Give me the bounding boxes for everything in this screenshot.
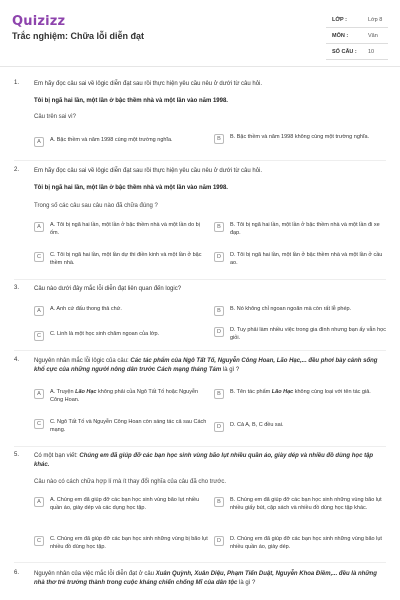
answer-option-b[interactable] (214, 388, 390, 399)
answer-option-a[interactable] (34, 305, 210, 316)
question-number: 6. (14, 570, 20, 576)
option-letter-box: B (214, 497, 224, 507)
option-text: C. Ngô Tất Tố và Nguyễn Công Hoan còn sáng tác cả sau Cách mạng. (50, 419, 207, 433)
header (0, 0, 400, 64)
option-text: B. Tôi bị ngã hai lần, một lần ở bậc thềm nhà và một lần đi xe đạp. (230, 222, 380, 236)
intro-plain: Nguyên nhân mắc lỗi lôgic của câu: (34, 358, 131, 364)
answer-option-b[interactable] (214, 221, 390, 237)
option-letter-box: B (214, 389, 224, 399)
question-intro: Câu nào dưới đây mắc lỗi diễn đạt liên quan đến logic? (34, 286, 182, 292)
option-letter-box: C (34, 419, 44, 429)
option-text: B. Nó không chỉ ngoan ngoãn mà còn rất lễ phép. (230, 306, 352, 312)
question-intro (34, 570, 384, 588)
option-letter-box: A (34, 137, 44, 147)
option-text: C. Chúng em đã giúp đỡ các bạn học sinh những vùng bị bão lụt nhiều đồ dùng học tập. (50, 536, 208, 550)
quoted-sentence: Chúng em đã giúp đỡ các bạn học sinh vùng bão lụt nhiều quần áo, giày dép và nhiều đồ dùng học tập khác. (34, 453, 374, 468)
quoted-sentence: Xuân Quỳnh, Xuân Diệu, Phạm Tiến Duật, Nguyễn Khoa Điềm,... đều là những nhà thơ trẻ trưởng thành trong cuộc kháng chiến chống Mĩ của dân tộc (34, 571, 377, 586)
option-text: D. Cả A, B, C đều sai. (230, 422, 284, 428)
meta-table (326, 12, 388, 60)
answer-option-d[interactable] (214, 326, 390, 342)
option-letter-box: B (214, 222, 224, 232)
answer-option-d[interactable] (214, 421, 390, 432)
intro-plain: Có một bạn viết: (34, 453, 80, 459)
option-letter-box: A (34, 306, 44, 316)
meta-row-count (326, 44, 388, 60)
option-letter-box: D (214, 422, 224, 432)
quizizz-logo: Quizizz (12, 14, 66, 29)
answer-option-c[interactable] (34, 330, 210, 341)
question-intro: Em hãy đọc câu sai về lôgic diễn đạt sau rồi thực hiện yêu cầu nêu ở dưới từ câu hỏi. (34, 168, 263, 174)
option-text: D. Tôi bị ngã hai lần, một lần ở bậc thềm nhà và một lần ở cầu ao. (230, 252, 383, 266)
quoted-sentence: Các tác phẩm của Ngô Tất Tố, Nguyễn Công Hoan, Lão Hạc,... đều phơi bày cảnh sống khổ cực của những người nông dân trước Cách mạng tháng Tám (34, 358, 378, 373)
meta-row-subject (326, 28, 388, 44)
question-number: 2. (14, 167, 20, 173)
option-letter-box: B (214, 306, 224, 316)
answer-option-b[interactable] (214, 133, 390, 144)
question-divider (14, 350, 386, 351)
answer-option-d[interactable] (214, 251, 390, 267)
question-intro (34, 452, 384, 470)
option-text: B. Chúng em đã giúp đỡ các bạn học sinh những vùng bão lụt nhiều giấy bút, cặp sách và nhiều đồ dùng học tập khác. (230, 497, 382, 511)
option-letter-box: D (214, 327, 224, 337)
option-letter-box: A (34, 222, 44, 232)
question-divider (14, 279, 386, 280)
meta-label: LỚP : (332, 17, 347, 23)
header-divider (0, 66, 400, 67)
question-prompt: Câu trên sai vì? (34, 114, 77, 120)
meta-label: SỐ CÂU : (332, 49, 357, 55)
answer-option-d[interactable] (214, 535, 390, 551)
intro-tail: là gì ? (221, 367, 240, 373)
option-letter-box: A (34, 497, 44, 507)
option-text: C. Tôi bị ngã hai lần, một lần dự thi điền kinh và một lần ở bậc thềm nhà. (50, 252, 202, 266)
option-letter-box: C (34, 252, 44, 262)
question-prompt: Câu nào có cách chữa hợp lí mà ít thay đổi nghĩa của câu đã cho trước. (34, 479, 227, 485)
meta-row-class (326, 12, 388, 28)
question-sentence: Tôi bị ngã hai lần, một lần ở bậc thềm nhà và một lần vào năm 1998. (34, 98, 228, 104)
meta-value: Lớp 8 (368, 17, 383, 23)
option-letter-box: D (214, 252, 224, 262)
answer-option-a[interactable] (34, 221, 210, 237)
answer-option-a[interactable] (34, 136, 210, 147)
intro-tail: là gì ? (237, 580, 256, 586)
answer-option-b[interactable] (214, 305, 390, 316)
option-text: B. Bậc thềm và năm 1998 không cùng một trường nghĩa. (230, 134, 370, 140)
answer-option-c[interactable] (34, 535, 210, 551)
intro-plain: Nguyên nhân của việc mắc lỗi diễn đạt ở câu (34, 571, 156, 577)
option-text: C. Linh là một học sinh chăm ngoan của lớp. (50, 331, 160, 337)
meta-value: Văn (368, 33, 378, 39)
option-text: A. Truyện Lão Hạc không phải của Ngô Tất Tố hoặc Nguyễn Công Hoan. (50, 389, 199, 403)
question-sentence: Tôi bị ngã hai lần, một lần ở bậc thềm nhà và một lần vào năm 1998. (34, 185, 228, 191)
question-number: 4. (14, 357, 20, 363)
meta-label: MÔN : (332, 33, 349, 39)
question-prompt: Trong số các câu sau câu nào đã chữa đúng ? (34, 203, 158, 209)
question-divider (14, 160, 386, 161)
option-text: D. Chúng em đã giúp đỡ các bạn học sinh những vùng bão lụt nhiều quần áo, giày dép. (230, 536, 382, 550)
answer-option-a[interactable] (34, 388, 210, 404)
option-text: D. Tuy phải làm nhiều việc trong gia đình nhưng bạn ấy vẫn học giỏi. (230, 327, 386, 341)
option-text: B. Tên tác phẩm Lão Hạc không cùng loại với tên tác giả. (230, 389, 371, 395)
option-text: A. Bậc thềm và năm 1998 cùng một trường nghĩa. (50, 137, 173, 143)
option-letter-box: A (34, 389, 44, 399)
option-letter-box: D (214, 536, 224, 546)
meta-value: 10 (368, 49, 375, 55)
question-number: 5. (14, 452, 20, 458)
answer-option-c[interactable] (34, 251, 210, 267)
option-text: A. Chúng em đã giúp đỡ các bạn học sinh vùng bão lụt nhiều quần áo, giày dép và các dụng học tập. (50, 497, 200, 511)
question-divider (14, 446, 386, 447)
question-number: 3. (14, 285, 20, 291)
question-intro (34, 357, 384, 375)
question-number: 1. (14, 80, 20, 86)
option-letter-box: C (34, 331, 44, 341)
option-text: A. Anh cứ đấu thong thả chứ. (50, 306, 122, 312)
page-title: Trắc nghiệm: Chữa lỗi diễn đạt (12, 31, 145, 41)
answer-option-c[interactable] (34, 418, 210, 434)
answer-option-a[interactable] (34, 496, 210, 512)
question-divider (14, 562, 386, 563)
option-text: A. Tôi bị ngã hai lần, một lần ở bậc thềm nhà và một lần do bị ốm. (50, 222, 200, 236)
answer-option-b[interactable] (214, 496, 390, 512)
option-letter-box: C (34, 536, 44, 546)
option-letter-box: B (214, 134, 224, 144)
question-intro: Em hãy đọc câu sai về lôgic diễn đạt sau rồi thực hiện yêu cầu nêu ở dưới từ câu hỏi. (34, 81, 263, 87)
